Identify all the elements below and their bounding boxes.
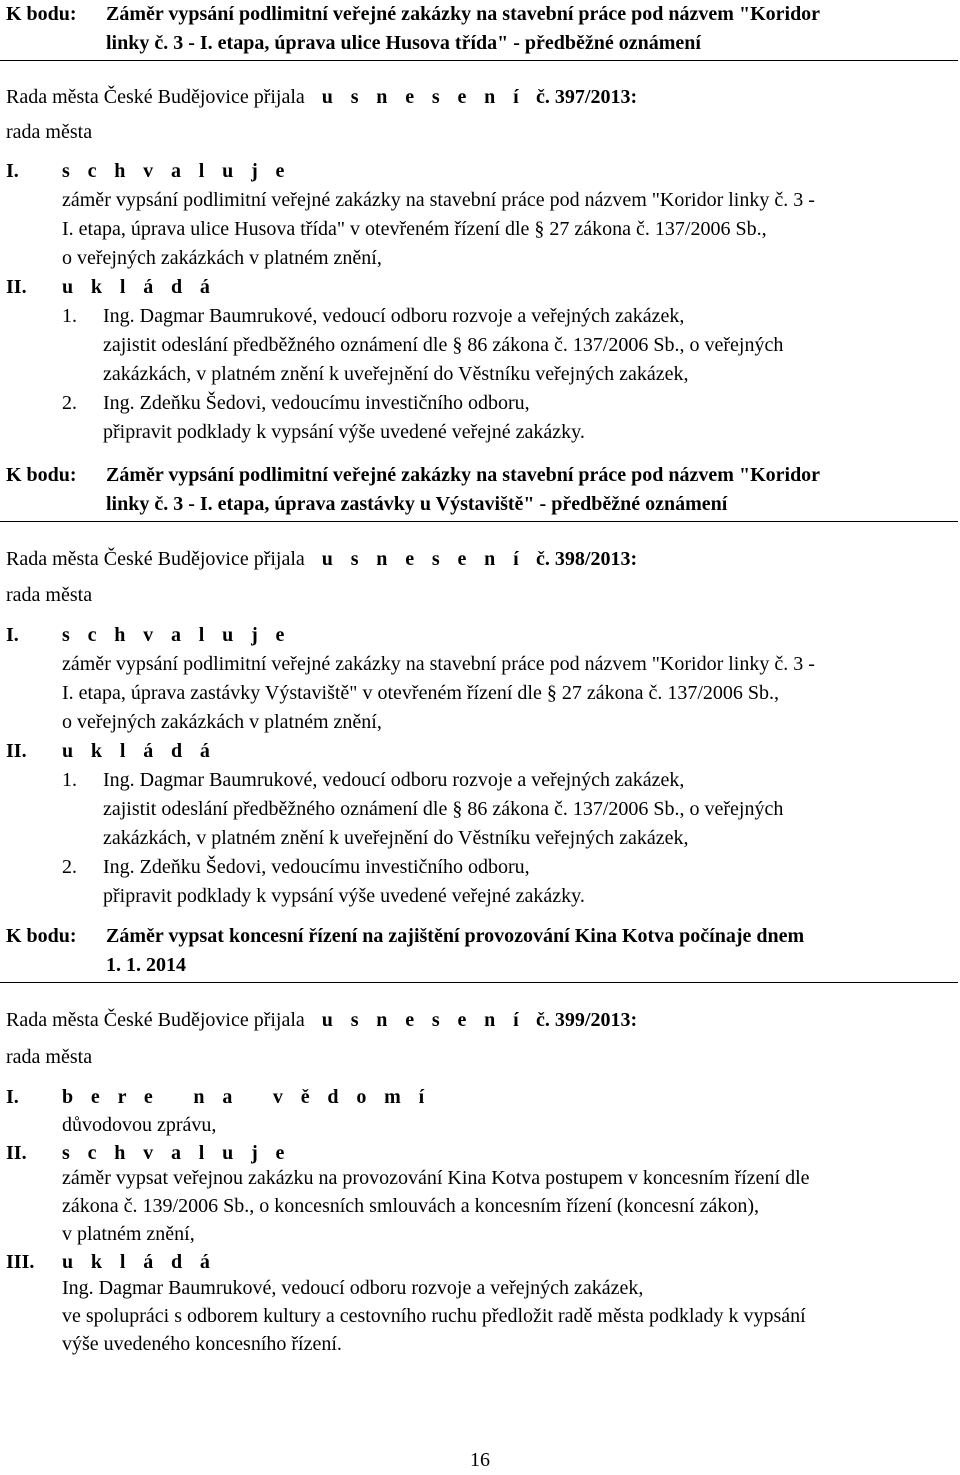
point-text: v platném znění, xyxy=(62,1223,195,1245)
point-verb: s c h v a l u j e xyxy=(62,624,291,646)
sub-text: zakázkách, v platném znění k uveřejnění do Věstníku veřejných zakázek, xyxy=(103,827,689,849)
item-title: Záměr vypsání podlimitní veřejné zakázky na stavební práce pod názvem "Koridor xyxy=(106,3,821,25)
point-text: ve spolupráci s odborem kultury a cestovního ruchu předložit radě města podklady k vypsání xyxy=(62,1305,806,1327)
sub-text: Ing. Dagmar Baumrukové, vedoucí odboru rozvoje a veřejných zakázek, xyxy=(103,305,685,327)
point-number: I. xyxy=(6,160,19,182)
council-label: rada města xyxy=(6,584,93,606)
point-number: II. xyxy=(6,1142,27,1164)
point-number: I. xyxy=(6,1086,19,1108)
divider xyxy=(0,521,958,522)
item-title: linky č. 3 - I. etapa, úprava ulice Husova třída" - předběžné oznámení xyxy=(106,32,701,54)
sub-number: 2. xyxy=(62,856,77,878)
sub-text: Ing. Dagmar Baumrukové, vedoucí odboru rozvoje a veřejných zakázek, xyxy=(103,769,685,791)
item-title: Záměr vypsat koncesní řízení na zajištění provozování Kina Kotva počínaje dnem xyxy=(106,925,805,947)
item-label: K bodu: xyxy=(6,464,77,486)
page-number: 16 xyxy=(470,1449,490,1471)
point-verb: b e r e n a v ě d o m í xyxy=(62,1086,431,1108)
point-number: III. xyxy=(6,1251,35,1273)
sub-text: Ing. Zdeňku Šedovi, vedoucímu investičního odboru, xyxy=(103,856,530,878)
council-label: rada města xyxy=(6,121,93,143)
item-title: Záměr vypsání podlimitní veřejné zakázky na stavební práce pod názvem "Koridor xyxy=(106,464,821,486)
item-label: K bodu: xyxy=(6,925,77,947)
point-text: záměr vypsání podlimitní veřejné zakázky na stavební práce pod názvem "Koridor linky č. 3 - xyxy=(62,189,815,211)
resolution-heading: Rada města České Budějovice přijala u s n e s e n í č. 398/2013: xyxy=(6,548,638,570)
point-text: I. etapa, úprava ulice Husova třída" v otevřeném řízení dle § 27 zákona č. 137/2006 Sb., xyxy=(62,218,767,240)
point-text: záměr vypsat veřejnou zakázku na provozování Kina Kotva postupem v koncesním řízení dle xyxy=(62,1167,810,1189)
point-number: I. xyxy=(6,624,19,646)
point-verb: s c h v a l u j e xyxy=(62,160,291,182)
point-text: záměr vypsání podlimitní veřejné zakázky na stavební práce pod názvem "Koridor linky č. 3 - xyxy=(62,653,815,675)
point-verb: u k l á d á xyxy=(62,740,217,762)
point-text: výše uvedeného koncesního řízení. xyxy=(62,1333,342,1355)
sub-number: 1. xyxy=(62,305,77,327)
point-number: II. xyxy=(6,740,27,762)
point-text: o veřejných zakázkách v platném znění, xyxy=(62,711,382,733)
point-verb: u k l á d á xyxy=(62,276,217,298)
sub-text: zakázkách, v platném znění k uveřejnění do Věstníku veřejných zakázek, xyxy=(103,363,689,385)
divider xyxy=(0,982,958,983)
point-text: zákona č. 139/2006 Sb., o koncesních smlouvách a koncesním řízení (koncesní zákon), xyxy=(62,1195,760,1217)
point-text: o veřejných zakázkách v platném znění, xyxy=(62,247,382,269)
sub-text: zajistit odeslání předběžného oznámení dle § 86 zákona č. 137/2006 Sb., o veřejných xyxy=(103,334,784,356)
item-label: K bodu: xyxy=(6,3,77,25)
sub-text: Ing. Zdeňku Šedovi, vedoucímu investičního odboru, xyxy=(103,392,530,414)
resolution-heading: Rada města České Budějovice přijala u s n e s e n í č. 397/2013: xyxy=(6,86,638,108)
point-number: II. xyxy=(6,276,27,298)
item-title: 1. 1. 2014 xyxy=(106,954,186,976)
sub-number: 2. xyxy=(62,392,77,414)
point-text: důvodovou zprávu, xyxy=(62,1114,217,1136)
sub-text: připravit podklady k vypsání výše uvedené veřejné zakázky. xyxy=(103,885,585,907)
point-verb: s c h v a l u j e xyxy=(62,1142,291,1164)
divider xyxy=(0,60,958,61)
item-title: linky č. 3 - I. etapa, úprava zastávky u Výstaviště" - předběžné oznámení xyxy=(106,493,728,515)
sub-number: 1. xyxy=(62,769,77,791)
resolution-heading: Rada města České Budějovice přijala u s n e s e n í č. 399/2013: xyxy=(6,1009,638,1031)
sub-text: zajistit odeslání předběžného oznámení dle § 86 zákona č. 137/2006 Sb., o veřejných xyxy=(103,798,784,820)
council-label: rada města xyxy=(6,1046,93,1068)
sub-text: připravit podklady k vypsání výše uvedené veřejné zakázky. xyxy=(103,421,585,443)
point-text: I. etapa, úprava zastávky Výstaviště" v otevřeném řízení dle § 27 zákona č. 137/2006 Sb., xyxy=(62,682,780,704)
point-text: Ing. Dagmar Baumrukové, vedoucí odboru rozvoje a veřejných zakázek, xyxy=(62,1277,644,1299)
point-verb: u k l á d á xyxy=(62,1251,217,1273)
